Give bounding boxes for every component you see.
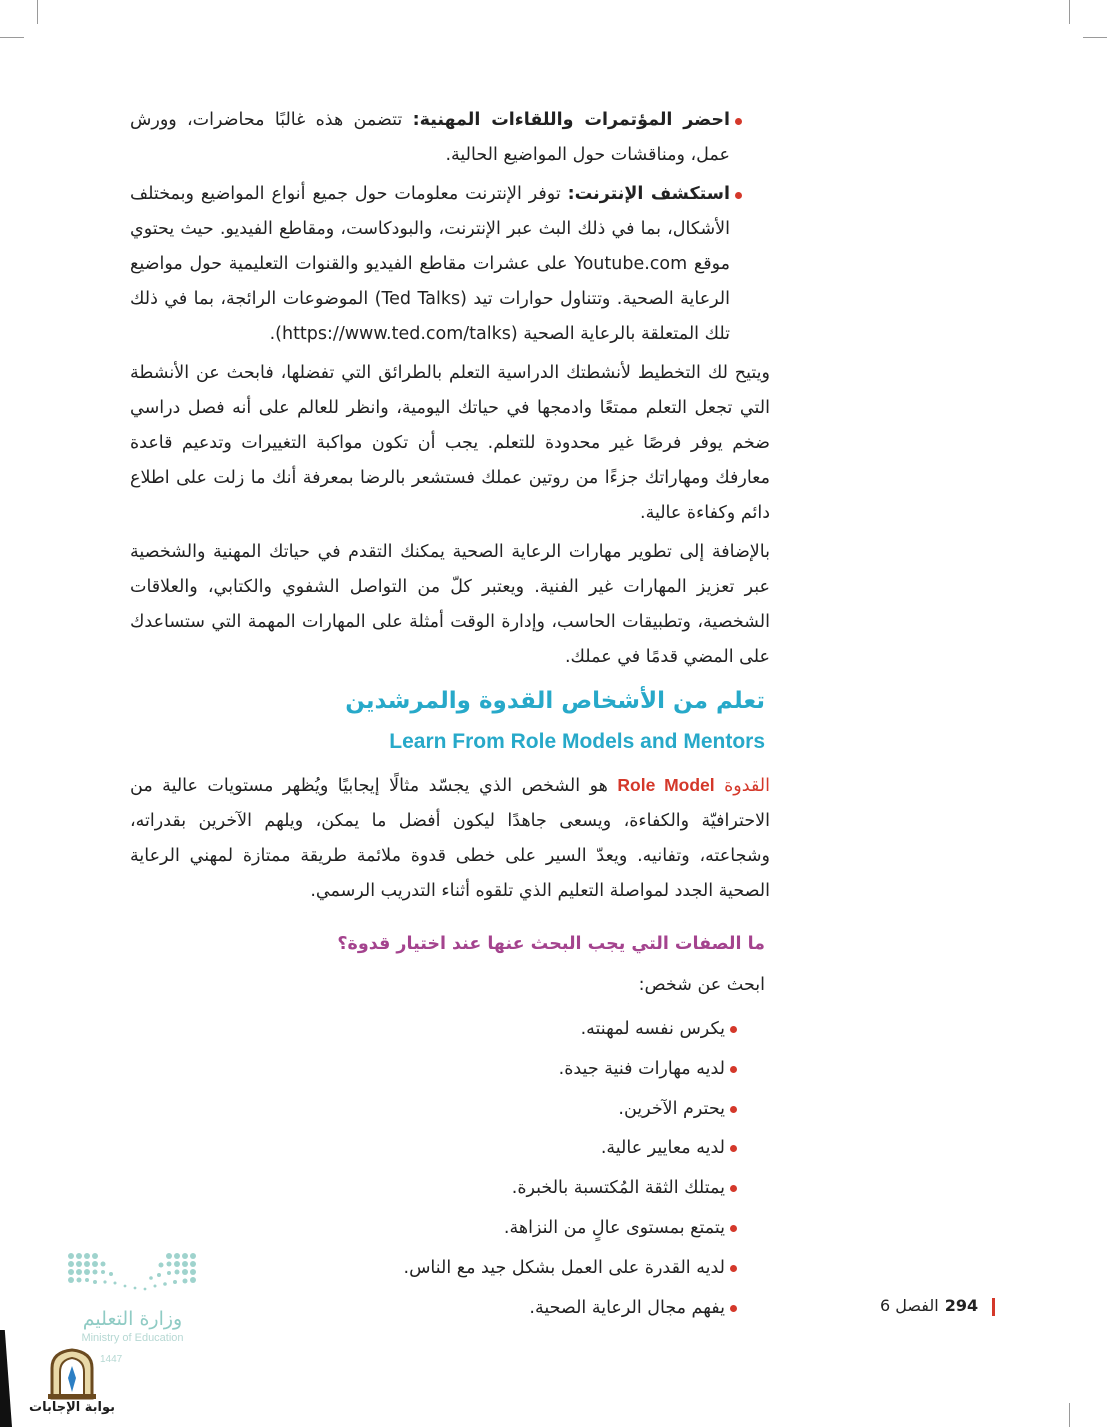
role-model-definition (130, 768, 770, 913)
bullet-dot (735, 118, 742, 125)
section-heading-english: Learn From Role Models and Mentors (389, 730, 765, 753)
qualities-list (265, 1012, 765, 1330)
section-heading-arabic: تعلم من الأشخاص القدوة والمرشدين (345, 688, 765, 714)
list-item (265, 1052, 765, 1092)
list-item-text: يفهم مجال الرعاية الصحية. (529, 1297, 725, 1318)
bullet-conferences (130, 103, 770, 173)
mosque-gate-icon (48, 1348, 96, 1400)
bullet-text: توفر الإنترنت معلومات حول جميع أنواع المواضيع وبمختلف الأشكال، بما في ذلك البث عبر الإنترنت، والبودكاست، ومقاطع الفيديو. حيث يحتوي موقع Youtube.com على عشرات مقاطع الفيديو والقنوات التعليمية حول مواضيع الرعاية الصحية. وتتناول حوارات تيد (Ted Talks) الموضوعات الرائجة، بما في ذلك تلك المتعلقة بالرعاية الصحية (https://www.ted.com/talks). (130, 184, 730, 344)
bullet-title: احضر المؤتمرات واللقاءات المهنية: (412, 110, 730, 130)
bullet-dot (730, 1026, 737, 1033)
bullet-dot (730, 1066, 737, 1073)
paragraph-planning: ويتيح لك التخطيط لأنشطتك الدراسية التعلم بالطرائق التي تفضلها، فابحث عن الأنشطة التي تجعل التعلم ممتعًا وادمجها في حياتك اليومية، وانظر للعالم على أنه فصل دراسي ضخم يوفر فرصًا غير محدودة للتعلم. يجب أن تكون مواكبة التغييرات وتدعيم قاعدة معارفك ومهاراتك جزءًا من روتين عملك فستشعر بالرضا بمعرفة أنك ما زلت على اطلاع دائم وكفاءة عالية. (130, 363, 770, 523)
ministry-year: 1447 (100, 1354, 123, 1365)
list-item (265, 1291, 765, 1331)
qualities-lead: ابحث عن شخص: (638, 975, 765, 995)
definition-text: هو الشخص الذي يجسّد مثالًا إيجابيًا ويُظهر مستويات عالية من الاحترافيّة والكفاءة، ويسعى جاهدًا ليكون أفضل ما يمكن، ويلهم الآخرين بقدراته، وشجاعته، وتفانيه. ويعدّ السير على خطى قدوة ملائمة طريقة ممتازة لمهني الرعاية الصحية الجدد لمواصلة التعليم الذي تلقوه أثناء التدريب الرسمي. (130, 776, 770, 901)
footer-bar (992, 1298, 995, 1316)
list-item-text: يكرس نفسه لمهنته. (580, 1019, 725, 1039)
ministry-logo (60, 1250, 205, 1365)
list-item (265, 1211, 765, 1251)
ministry-dots-icon (65, 1250, 200, 1300)
stamp-label: بوابة الإجابات (29, 1400, 115, 1415)
bullet-dot (730, 1106, 737, 1113)
list-item (265, 1171, 765, 1211)
definition-paragraph (130, 768, 770, 909)
list-item-text: لديه القدرة على العمل بشكل جيد مع الناس. (403, 1257, 725, 1278)
page-edge-shadow (0, 1330, 12, 1427)
list-item-text: لديه معايير عالية. (600, 1138, 725, 1159)
bullet-dot (730, 1265, 737, 1272)
crop-mark-top-left-h (0, 37, 24, 38)
crop-mark-bottom-right (1069, 1403, 1070, 1427)
paragraph-soft-skills: بالإضافة إلى تطوير مهارات الرعاية الصحية يمكنك التقدم في حياتك المهنية والشخصية عبر تعزيز المهارات غير الفنية. ويعتبر كلّ من التواصل الشفوي والكتابي، والعلاقات الشخصية، وتطبيقات الحاسب، وإدارة الوقت أمثلة على المهارات المهمة التي ستساعدك على المضي قدمًا في عملك. (130, 542, 770, 667)
page-footer (880, 1296, 978, 1315)
bullet-dot (730, 1305, 737, 1312)
list-item (265, 1012, 765, 1052)
chapter-label: الفصل 6 (880, 1296, 939, 1315)
answers-portal-stamp (28, 1348, 116, 1415)
term-english: Role Model (617, 775, 715, 795)
ministry-name-arabic: وزارة التعليم (82, 1308, 183, 1330)
page-number: 294 (944, 1296, 979, 1315)
list-item (265, 1251, 765, 1291)
crop-mark-top-right-h (1083, 37, 1107, 38)
list-item (265, 1131, 765, 1171)
list-item-text: يمتلك الثقة المُكتسبة بالخبرة. (511, 1178, 725, 1199)
bullet-title: استكشف الإنترنت: (567, 184, 730, 204)
bullet-internet (130, 177, 770, 352)
bullet-dot (730, 1185, 737, 1192)
list-item-text: يتمتع بمستوى عالٍ من النزاهة. (503, 1217, 725, 1238)
bullet-dot (730, 1225, 737, 1232)
term-arabic: القدوة (724, 776, 770, 796)
bullet-dot (735, 192, 742, 199)
bullet-dot (730, 1145, 737, 1152)
crop-mark-top-left (37, 0, 38, 24)
qualities-question: ما الصفات التي يجب البحث عنها عند اختيار قدوة؟ (337, 934, 765, 954)
list-item (265, 1092, 765, 1132)
crop-mark-top-right (1069, 0, 1070, 24)
ministry-name-english: Ministry of Education (81, 1332, 184, 1344)
bullet-text: تتضمن هذه غالبًا محاضرات، وورش عمل، ومناقشات حول المواضيع الحالية. (130, 110, 730, 165)
body-text (130, 103, 770, 679)
list-item-text: يحترم الآخرين. (618, 1098, 725, 1119)
list-item-text: لديه مهارات فنية جيدة. (558, 1058, 725, 1079)
